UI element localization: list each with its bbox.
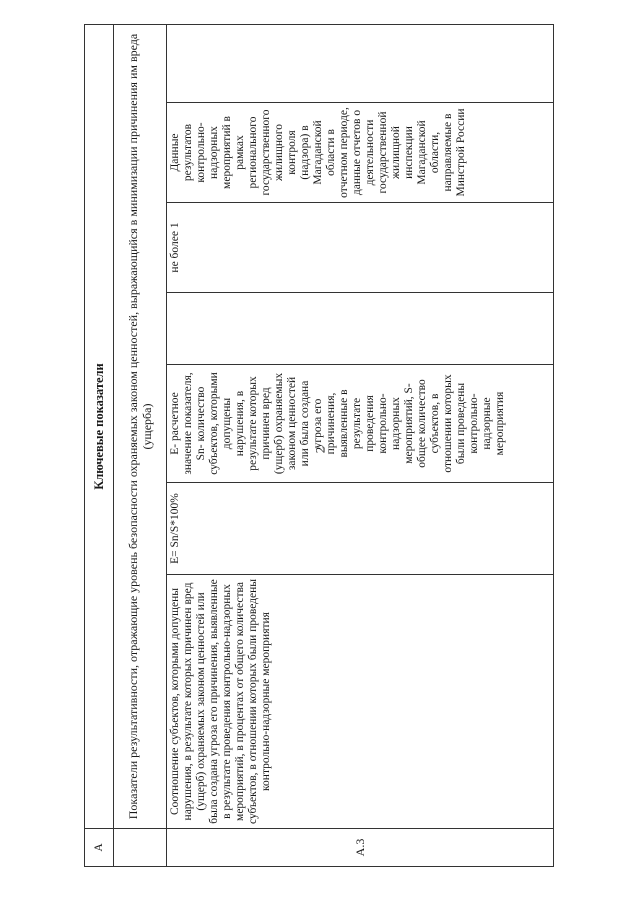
- row-extra: [167, 25, 554, 103]
- row-formula: E= Sn/S*100%: [167, 483, 554, 575]
- row-target: не более 1: [167, 203, 554, 293]
- key-indicators-header: Ключевые показатели: [85, 25, 114, 829]
- page-number-text: 2: [312, 446, 327, 454]
- row-description: Соотношение субъектов, которыми допущены нарушения, в результате которых причинен вред (ущерб) охраняемых законом ценностей или была создана угроза его причинения, выявленные в результате проведения контрольно-надзорных мероприятий, в процентах от общего количества субъектов, в отношении которых были проведены контрольно-надзорные мероприятия: [167, 575, 554, 829]
- indicators-table: [84, 24, 554, 867]
- row-code: А.3: [167, 829, 554, 867]
- row-explanation: E- расчетное значение показателя, Sn- количество субъектов, которыми допущены нарушения, в результате которых причинен вред (ущерб) охраняемых законом ценностей или была создана угроза его причинения, выявленные в результате проведения контрольно-надзорных мероприятий, S- общее количество субъектов, в отношении которых были проведены контрольно-надзорные мероприятия: [167, 365, 554, 483]
- row-source: Данные результатов контрольно-надзорных мероприятий в рамках регионального государственного жилищного контроля (надзора) в Магаданской области в отчетном периоде, данные отчетов о деятельности государственной жилищной инспекции Магаданской области, направляемые в Минстрой России: [167, 103, 554, 203]
- empty-cell: [114, 829, 167, 867]
- col-a-header: А: [85, 829, 114, 867]
- rotated-page: [84, 25, 554, 867]
- row-empty: [167, 293, 554, 365]
- section-title: Показатели результативности, отражающие уровень безопасности охраняемых законом ценностей, выражающийся в минимизации причинения им вреда (ущерба): [114, 25, 167, 829]
